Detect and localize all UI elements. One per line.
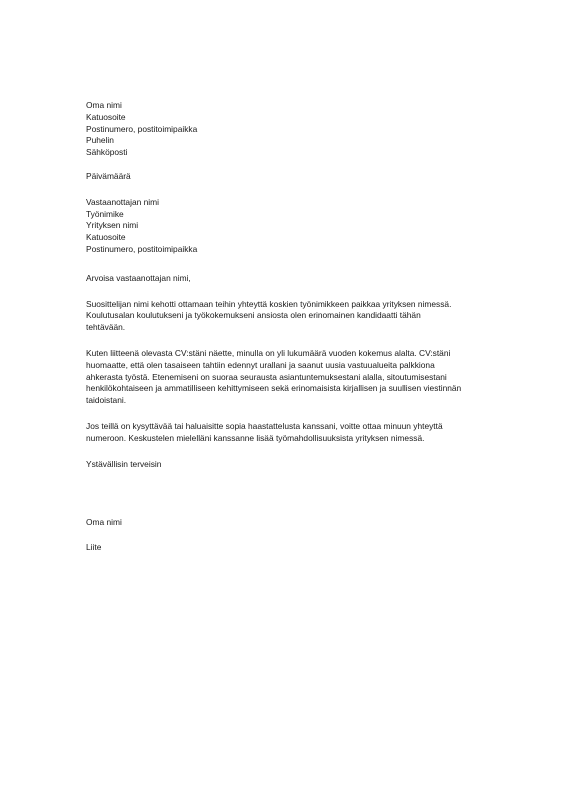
recipient-street: Katuosoite [86, 232, 126, 243]
signature-name: Oma nimi [86, 517, 122, 528]
letter-date: Päivämäärä [86, 170, 131, 181]
body-paragraph [86, 299, 486, 334]
attachment-label: Liite [86, 542, 102, 553]
greeting: Arvoisa vastaanottajan nimi, [86, 272, 191, 283]
body-paragraph [86, 421, 486, 445]
paragraph-line: numeroon. Keskustelen mielelläni kanssanne lisää työmahdollisuuksista yrityksen nimessä. [86, 432, 425, 443]
letter-body [86, 100, 486, 554]
recipient-title: Työnimike [86, 208, 124, 219]
paragraph-line: ahkerasta työstä. Etenemiseni on suoraa seurausta asiantuntemuksestani alalla, sitoutumisestani [86, 371, 447, 382]
sender-phone: Puhelin [86, 135, 114, 146]
sender-street: Katuosoite [86, 111, 126, 122]
sender-email: Sähköposti [86, 147, 128, 158]
recipient-name: Vastaanottajan nimi [86, 196, 159, 207]
recipient-company: Yrityksen nimi [86, 220, 139, 231]
recipient-block [86, 197, 486, 256]
paragraph-line: taidoistani. [86, 395, 127, 406]
paragraph-line: henkilökohtaiseen ja ammatilliseen kehittymiseen sekä erinomaisista kirjallisen ja suullisen viestinnän [86, 383, 462, 394]
sender-postal: Postinumero, postitoimipaikka [86, 123, 198, 134]
body-paragraph [86, 348, 486, 407]
paragraph-line: Jos teillä on kysyttävää tai haluaisitte sopia haastattelusta kanssani, voitte ottaa minuun yhteyttä [86, 420, 443, 431]
sender-block [86, 100, 486, 159]
sender-name: Oma nimi [86, 100, 122, 110]
paragraph-line: Koulutusalan koulutukseni ja työkokemukseni ansiosta olen erinomainen kandidaatti tähän [86, 310, 421, 321]
closing: Ystävällisin terveisin [86, 458, 162, 469]
recipient-postal: Postinumero, postitoimipaikka [86, 243, 198, 254]
paragraph-line: Kuten liitteenä olevasta CV:stäni näette, minulla on yli lukumäärä vuoden kokemus alalta. CV:stäni [86, 347, 451, 358]
paragraph-line: huomaatte, että olen tasaiseen tahtiin edennyt urallani ja saanut uusia vastuualueita palkkiona [86, 359, 435, 370]
paragraph-line: Suosittelijan nimi kehotti ottamaan teihin yhteyttä koskien työnimikkeen paikkaa yrityksen nimessä. [86, 298, 452, 309]
paragraph-line: tehtävään. [86, 322, 126, 333]
